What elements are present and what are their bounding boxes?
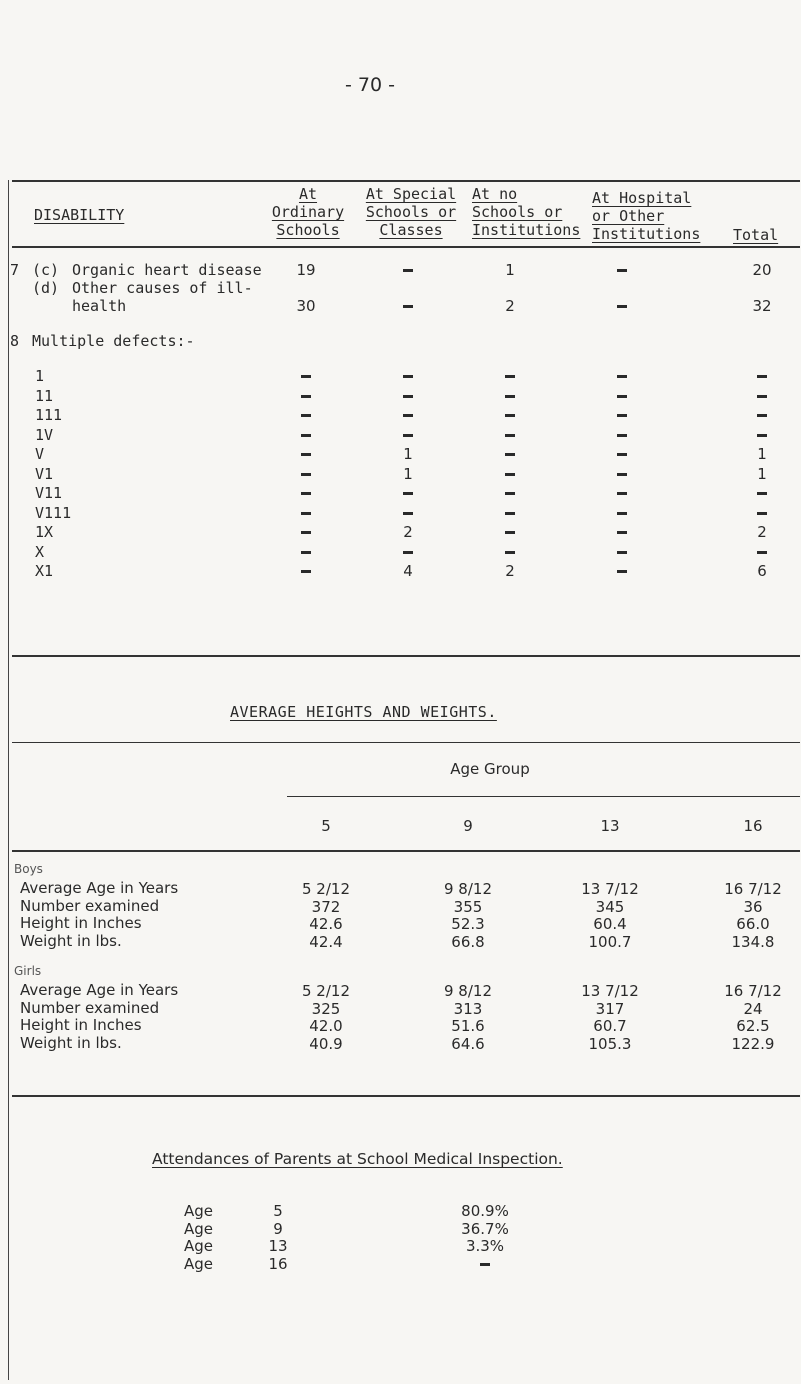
numeral-row-value [582,523,662,541]
dash-mark [301,453,311,456]
avg-title: AVERAGE HEIGHTS AND WEIGHTS. [230,703,497,721]
row-c-col-0: 19 [296,261,316,279]
girls-labels [20,982,178,1052]
numeral-row-value: 2 [757,523,767,541]
age-5-header: 5 [321,817,331,835]
girls-value: 42.0 [309,1017,343,1035]
dash-mark [505,414,515,417]
dash-mark [301,512,311,515]
age-header-rule [12,850,800,852]
numeral-label: V [35,445,45,463]
attendance-age-value: 5 [273,1202,283,1220]
numeral-row-value [470,367,550,385]
dash-mark [403,551,413,554]
age-9-header: 9 [463,817,473,835]
numeral-row-value: 6 [757,562,767,580]
numeral-row-value [470,426,550,444]
row-d-col-1 [368,297,448,315]
dash-mark [757,551,767,554]
attendance-age-value: 13 [268,1237,288,1255]
boys-label-weight: Weight in lbs. [20,931,122,950]
numeral-row-value [582,504,662,522]
boys-labels [20,880,178,950]
dash-mark [403,434,413,437]
numeral-row-value [582,465,662,483]
table-top-rule [12,180,800,182]
dash-mark [757,512,767,515]
age-table-top-rule [12,742,800,743]
row-d-col-0: 30 [296,297,316,315]
boys-value: 42.4 [309,932,343,951]
dash-mark [301,551,311,554]
girls-value: 13 7/12 [581,982,639,1000]
dash-mark [617,453,627,456]
boys-value: 36 [743,897,763,916]
boys-value: 13 7/12 [581,880,639,898]
dash-mark [757,492,767,495]
row-d-col-4: 32 [752,297,772,315]
dash-mark [617,531,627,534]
attendance-age-label: Age [184,1219,214,1238]
numeral-row-value [470,406,550,424]
page-number: - 70 - [345,74,395,96]
boys-value: 345 [595,897,625,916]
attendance-age-value: 16 [268,1254,288,1273]
numeral-row-value [722,543,801,561]
numeral-row-value [722,426,801,444]
numeral-row-value [266,504,346,522]
numeral-row-value [470,387,550,405]
girls-value: 317 [595,999,625,1018]
boys-label-number: Number examined [20,896,160,915]
boys-value: 52.3 [451,915,485,933]
girls-value: 60.7 [593,1017,627,1035]
girls-value: 122.9 [731,1034,775,1053]
numeral-row-value [582,426,662,444]
header-bottom-rule [12,246,800,248]
numeral-row-value [266,562,346,580]
numeral-row-value [368,543,448,561]
numeral-row-value [266,367,346,385]
dash-mark [617,395,627,398]
numeral-row-value [582,406,662,424]
boys-value: 16 7/12 [724,880,782,898]
header-no-school: At no Schools or Institutions [472,185,581,239]
dash-mark [505,531,515,534]
numeral-row-value: 1 [757,445,767,463]
numeral-row-value: 4 [403,562,413,580]
age-group-label: Age Group [450,760,530,778]
girls-label-number: Number examined [20,998,160,1017]
girls-value: 62.5 [736,1017,770,1035]
boys-value: 42.6 [309,915,343,933]
row-d-label: Other causes of ill- [72,279,253,297]
dash-mark [505,375,515,378]
dash-mark [403,375,413,378]
numeral-row-value [722,367,801,385]
table-bottom-rule [12,655,800,657]
age-table-bottom-rule [12,1095,800,1097]
dash-mark [505,453,515,456]
row-c-letter: (c) [32,261,60,279]
numeral-label: V1 [35,464,54,483]
numeral-row-value [470,445,550,463]
girls-label-weight: Weight in lbs. [20,1033,122,1052]
dash-mark [617,492,627,495]
girls-value: 16 7/12 [724,982,782,1000]
numeral-row-value [582,562,662,580]
attendance-percent: 36.7% [461,1219,509,1238]
dash-mark [403,305,413,308]
numeral-label: X1 [35,562,54,580]
attendance-percent: 80.9% [461,1202,509,1220]
row-d-label-2: health [72,297,127,315]
numeral-row-value [266,543,346,561]
numeral-row-value [582,367,662,385]
boys-value: 5 2/12 [302,880,350,898]
boys-label-age: Average Age in Years [20,879,179,897]
girls-value: 313 [453,999,483,1018]
numeral-label: 1V [35,425,54,444]
age-16-header: 16 [743,817,763,835]
dash-mark [505,434,515,437]
row-prefix-7: 7 [10,261,20,279]
numeral-row-value [722,484,801,502]
boys-value: 60.4 [593,915,627,933]
dash-mark [301,375,311,378]
numeral-row-value [266,523,346,541]
dash-mark [403,395,413,398]
girls-value: 105.3 [588,1034,632,1053]
attendance-age-label: Age [184,1254,214,1273]
row-d-col-3 [582,297,662,315]
dash-mark [403,512,413,515]
row-d-col-2: 2 [505,297,515,315]
numeral-row-value [266,445,346,463]
row-c-label: Organic heart disease [72,261,262,279]
binding-line [8,180,9,1380]
boys-value: 372 [311,897,341,916]
dash-mark [505,395,515,398]
dash-mark [505,512,515,515]
numeral-row-value [266,406,346,424]
numeral-row-value [368,484,448,502]
dash-mark [757,434,767,437]
numeral-row-value [470,543,550,561]
numeral-row-value [722,406,801,424]
numeral-label: 111 [35,406,63,424]
numeral-label: V11 [35,484,63,502]
dash-mark [617,512,627,515]
dash-mark [617,473,627,476]
numeral-row-value: 1 [403,464,413,483]
attendance-age-label: Age [184,1202,214,1220]
numeral-row-value: 2 [403,523,413,541]
numeral-row-value: 1 [403,445,413,463]
numeral-row-value [722,387,801,405]
row-c-col-2: 1 [505,261,515,279]
dash-mark [505,492,515,495]
multiple-defects-label: Multiple defects:- [32,332,195,350]
numeral-row-value [470,484,550,502]
dash-mark [757,414,767,417]
boys-value: 66.8 [451,932,485,951]
dash-mark [301,531,311,534]
girls-value: 51.6 [451,1017,485,1035]
numeral-row-value [470,504,550,522]
dash-mark [403,414,413,417]
numeral-row-value [266,484,346,502]
numeral-row-value [266,465,346,483]
boys-value: 66.0 [736,915,770,933]
girls-value: 40.9 [309,1034,343,1053]
numeral-row-value: 2 [505,562,515,580]
numeral-row-value [368,426,448,444]
age-group-rule [287,796,800,797]
numeral-row-value [582,445,662,463]
row-c-col-4: 20 [752,261,772,279]
dash-mark [757,395,767,398]
attendance-age-label: Age [184,1237,214,1255]
age-13-header: 13 [600,817,620,835]
attendance-percent [440,1255,530,1273]
numeral-label: V111 [35,503,72,522]
dash-mark [301,492,311,495]
dash-mark [301,473,311,476]
numeral-row-value: 1 [757,464,767,483]
girls-value: 325 [311,999,341,1018]
dash-mark [403,269,413,272]
numeral-row-value [470,523,550,541]
girls-label-age: Average Age in Years [20,981,179,999]
boys-value: 355 [453,897,483,916]
girls-value: 64.6 [451,1034,485,1053]
dash-mark [505,551,515,554]
header-ordinary: At Ordinary Schools [271,185,345,239]
girls-heading: Girls [14,964,42,978]
girls-value: 24 [743,999,763,1018]
girls-value: 9 8/12 [444,982,492,1000]
header-hospital: At Hospital or Other Institutions [592,189,701,243]
dash-mark [617,434,627,437]
boys-value: 100.7 [588,932,632,951]
row-c-col-3 [582,261,662,279]
numeral-row-value [368,367,448,385]
numeral-row-value [470,465,550,483]
header-disability: DISABILITY [34,206,125,224]
header-special: At Special Schools or Classes [365,185,457,239]
boys-heading: Boys [14,862,43,876]
dash-mark [301,570,311,573]
numeral-row-value [582,484,662,502]
dash-mark [505,473,515,476]
numeral-label: 1 [35,367,45,385]
dash-mark [301,414,311,417]
dash-mark [617,269,627,272]
girls-label-height: Height in Inches [20,1016,142,1034]
dash-mark [757,375,767,378]
attendance-age-value: 9 [273,1219,283,1238]
dash-mark [617,570,627,573]
dash-mark [617,375,627,378]
row-d-letter: (d) [32,279,60,297]
numeral-row-value [266,426,346,444]
numeral-row-value [368,406,448,424]
numeral-label: 11 [35,386,54,405]
boys-value: 134.8 [731,932,775,951]
numeral-row-value [722,504,801,522]
numeral-label: X [35,542,45,561]
dash-mark [301,395,311,398]
row-prefix-8: 8 [10,332,20,350]
numeral-label: 1X [35,523,54,541]
dash-mark [301,434,311,437]
boys-label-height: Height in Inches [20,914,142,932]
numeral-row-value [582,543,662,561]
numeral-row-value [368,504,448,522]
boys-value: 9 8/12 [444,880,492,898]
row-c-col-1 [368,261,448,279]
dash-mark [617,551,627,554]
dash-mark [617,414,627,417]
header-total: Total [733,226,779,244]
attendance-title: Attendances of Parents at School Medical Inspection. [152,1150,563,1168]
numeral-row-value [368,387,448,405]
attendance-percent: 3.3% [465,1237,505,1255]
dash-mark [403,492,413,495]
numeral-row-value [266,387,346,405]
girls-value: 5 2/12 [302,982,350,1000]
dash-mark [617,305,627,308]
numeral-row-value [582,387,662,405]
dash-mark [480,1263,490,1266]
